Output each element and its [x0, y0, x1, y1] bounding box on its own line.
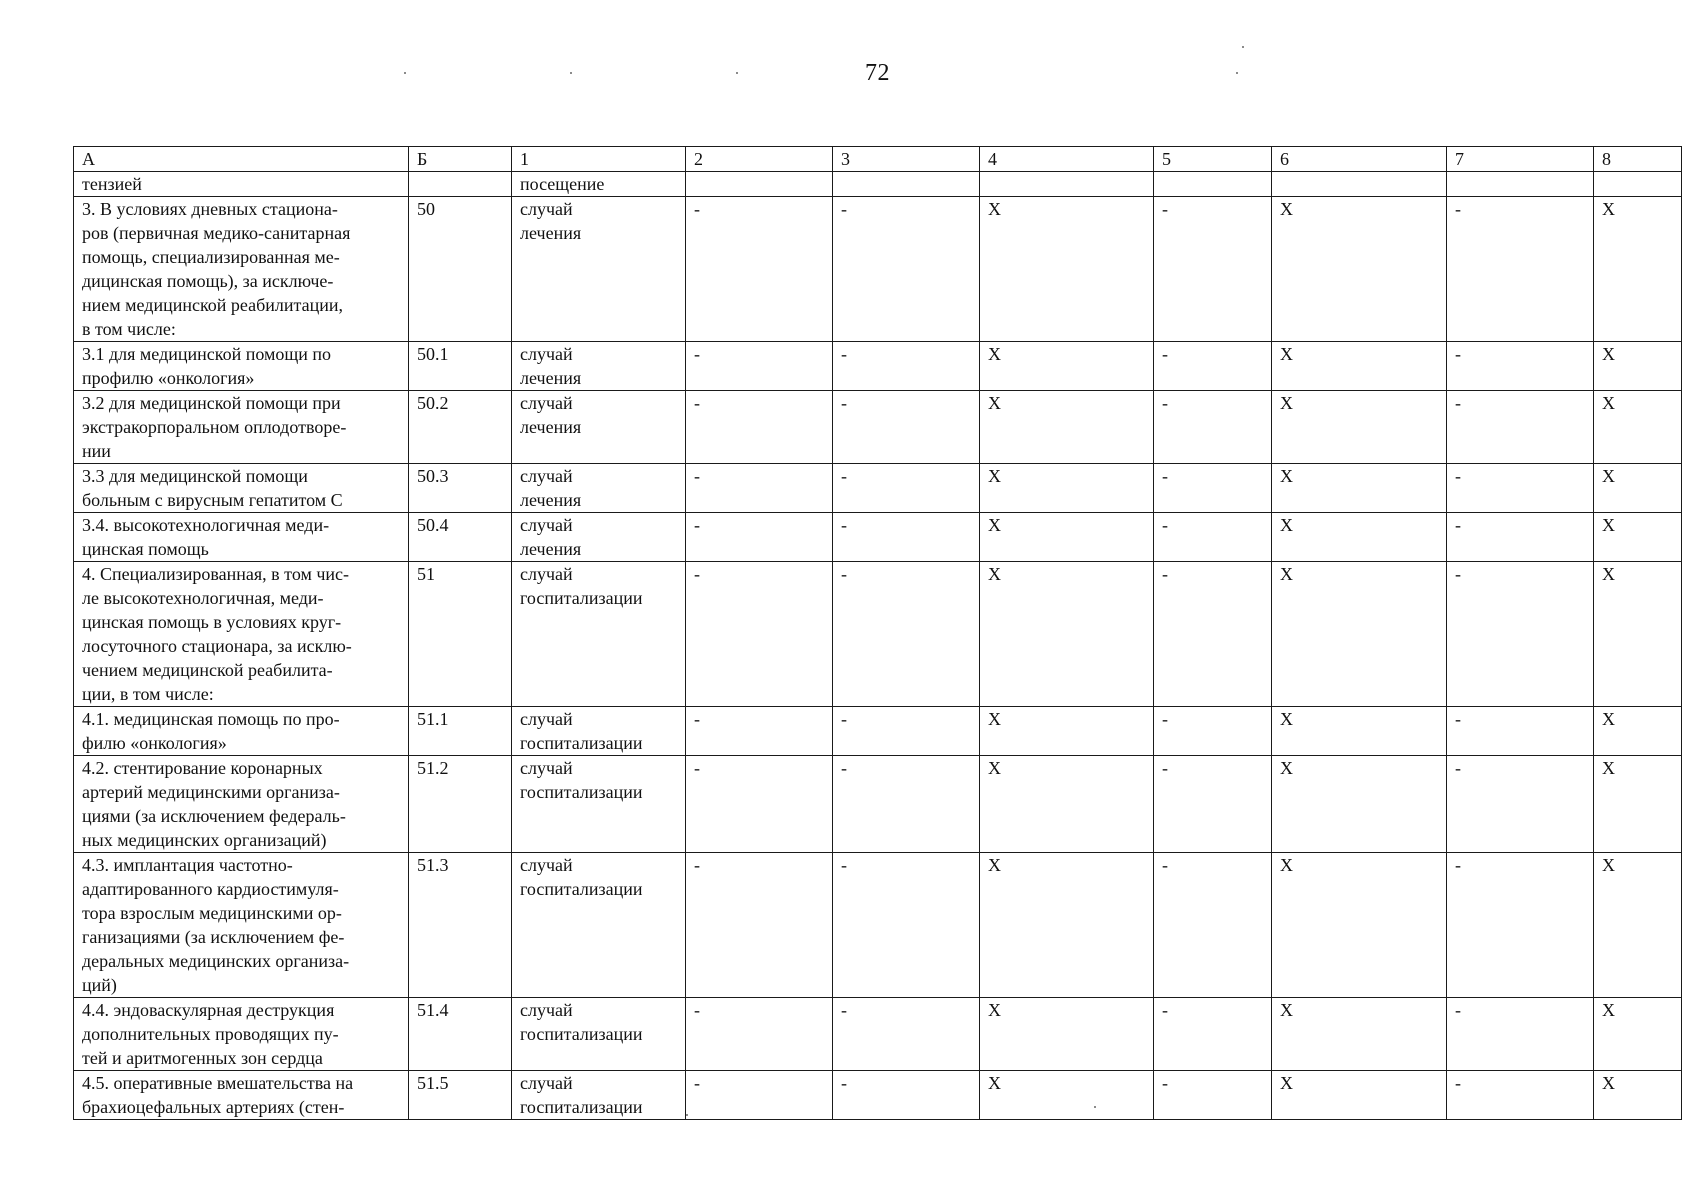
- value-cell: -: [1154, 562, 1272, 707]
- value-cell: X: [1272, 998, 1447, 1071]
- scan-artifact: [404, 72, 406, 74]
- value-cell: -: [833, 1071, 980, 1120]
- value-cell: -: [686, 342, 833, 391]
- row-code-cell: 51.1: [409, 707, 512, 756]
- row-code-cell: [409, 172, 512, 197]
- value-cell: -: [1154, 391, 1272, 464]
- value-cell: [1594, 172, 1682, 197]
- value-cell: -: [686, 998, 833, 1071]
- row-name-cell: 3.2 для медицинской помощи при экстракорпоральном оплодотворе- нии: [74, 391, 409, 464]
- unit-cell: случай госпитализации: [512, 756, 686, 853]
- row-code-cell: 51: [409, 562, 512, 707]
- unit-cell: случай лечения: [512, 513, 686, 562]
- value-cell: -: [1447, 707, 1594, 756]
- unit-cell: случай госпитализации: [512, 998, 686, 1071]
- value-cell: [1447, 172, 1594, 197]
- scan-artifact: [1236, 72, 1238, 74]
- table-row: [74, 1071, 1682, 1120]
- unit-cell: случай госпитализации: [512, 707, 686, 756]
- value-cell: -: [833, 853, 980, 998]
- unit-cell: случай лечения: [512, 391, 686, 464]
- value-cell: X: [1594, 998, 1682, 1071]
- value-cell: -: [1154, 998, 1272, 1071]
- scan-artifact: [570, 72, 572, 74]
- value-cell: X: [980, 1071, 1154, 1120]
- row-name-cell: 3. В условиях дневных стациона- ров (первичная медико-санитарная помощь, специализированная ме- дицинская помощь), за исключе- нием медицинской реабилитации, в том числе:: [74, 197, 409, 342]
- value-cell: X: [1272, 391, 1447, 464]
- value-cell: X: [1272, 342, 1447, 391]
- value-cell: X: [1272, 1071, 1447, 1120]
- value-cell: -: [1447, 464, 1594, 513]
- row-code-cell: 51.2: [409, 756, 512, 853]
- row-code-cell: 51.5: [409, 1071, 512, 1120]
- value-cell: -: [1447, 1071, 1594, 1120]
- value-cell: -: [686, 464, 833, 513]
- value-cell: -: [833, 513, 980, 562]
- table-row: [74, 342, 1682, 391]
- value-cell: X: [980, 342, 1154, 391]
- value-cell: [1154, 172, 1272, 197]
- row-code-cell: 51.4: [409, 998, 512, 1071]
- table-row: [74, 172, 1682, 197]
- value-cell: -: [833, 391, 980, 464]
- value-cell: X: [1272, 562, 1447, 707]
- value-cell: X: [980, 464, 1154, 513]
- row-name-cell: тензией: [74, 172, 409, 197]
- row-name-cell: 4.3. имплантация частотно- адаптированного кардиостимуля- тора взрослым медицинскими ор- ганизациями (за исключением фе- деральных медицинских организа- ций): [74, 853, 409, 998]
- value-cell: -: [1154, 756, 1272, 853]
- value-cell: [980, 172, 1154, 197]
- table-row: [74, 391, 1682, 464]
- value-cell: X: [1594, 464, 1682, 513]
- row-name-cell: 3.1 для медицинской помощи по профилю «онкология»: [74, 342, 409, 391]
- column-header: 3: [833, 147, 980, 172]
- unit-cell: случай госпитализации: [512, 562, 686, 707]
- value-cell: X: [1594, 562, 1682, 707]
- value-cell: -: [686, 707, 833, 756]
- value-cell: -: [1154, 1071, 1272, 1120]
- row-name-cell: 4. Специализированная, в том чис- ле высокотехнологичная, меди- цинская помощь в условиях круг- лосуточного стационара, за исклю- чением медицинской реабилита- ции, в том числе:: [74, 562, 409, 707]
- column-header: 2: [686, 147, 833, 172]
- value-cell: X: [1272, 513, 1447, 562]
- value-cell: -: [1447, 197, 1594, 342]
- value-cell: X: [1594, 513, 1682, 562]
- row-code-cell: 51.3: [409, 853, 512, 998]
- value-cell: X: [1594, 707, 1682, 756]
- column-header: 5: [1154, 147, 1272, 172]
- row-name-cell: 4.1. медицинская помощь по про- филю «онкология»: [74, 707, 409, 756]
- value-cell: X: [1272, 707, 1447, 756]
- row-code-cell: 50.2: [409, 391, 512, 464]
- value-cell: -: [1447, 998, 1594, 1071]
- value-cell: -: [686, 1071, 833, 1120]
- value-cell: X: [980, 853, 1154, 998]
- value-cell: -: [833, 464, 980, 513]
- value-cell: X: [980, 998, 1154, 1071]
- unit-cell: случай лечения: [512, 464, 686, 513]
- unit-cell: случай госпитализации: [512, 853, 686, 998]
- row-name-cell: 4.2. стентирование коронарных артерий медицинскими организа- циями (за исключением федераль- ных медицинских организаций): [74, 756, 409, 853]
- value-cell: -: [833, 707, 980, 756]
- value-cell: X: [1272, 464, 1447, 513]
- value-cell: X: [980, 707, 1154, 756]
- value-cell: X: [1594, 756, 1682, 853]
- value-cell: -: [686, 562, 833, 707]
- table-row: [74, 197, 1682, 342]
- table-row: [74, 998, 1682, 1071]
- value-cell: -: [1447, 853, 1594, 998]
- value-cell: -: [833, 197, 980, 342]
- column-header: А: [74, 147, 409, 172]
- value-cell: [686, 172, 833, 197]
- table-row: [74, 756, 1682, 853]
- scan-artifact: [1242, 46, 1244, 48]
- value-cell: -: [686, 391, 833, 464]
- value-cell: X: [980, 756, 1154, 853]
- value-cell: -: [833, 562, 980, 707]
- value-cell: -: [1154, 513, 1272, 562]
- value-cell: X: [1594, 1071, 1682, 1120]
- table-row: [74, 513, 1682, 562]
- value-cell: -: [686, 853, 833, 998]
- value-cell: -: [1154, 342, 1272, 391]
- value-cell: X: [980, 513, 1154, 562]
- column-header: 7: [1447, 147, 1594, 172]
- data-table: [73, 146, 1682, 1120]
- value-cell: -: [686, 197, 833, 342]
- table-row: [74, 853, 1682, 998]
- value-cell: -: [1154, 464, 1272, 513]
- unit-cell: случай лечения: [512, 342, 686, 391]
- value-cell: -: [1447, 513, 1594, 562]
- value-cell: -: [686, 513, 833, 562]
- value-cell: X: [980, 391, 1154, 464]
- value-cell: X: [1594, 853, 1682, 998]
- value-cell: X: [1594, 197, 1682, 342]
- row-code-cell: 50.1: [409, 342, 512, 391]
- column-number-row: [74, 147, 1682, 172]
- row-name-cell: 3.4. высокотехнологичная меди- цинская помощь: [74, 513, 409, 562]
- value-cell: -: [686, 756, 833, 853]
- scan-artifact: [736, 72, 738, 74]
- value-cell: -: [1447, 562, 1594, 707]
- value-cell: -: [1154, 853, 1272, 998]
- row-code-cell: 50.4: [409, 513, 512, 562]
- value-cell: -: [1447, 756, 1594, 853]
- row-code-cell: 50.3: [409, 464, 512, 513]
- value-cell: [1272, 172, 1447, 197]
- row-name-cell: 4.5. оперативные вмешательства на брахиоцефальных артериях (стен-: [74, 1071, 409, 1120]
- table-row: [74, 562, 1682, 707]
- value-cell: X: [1272, 853, 1447, 998]
- value-cell: -: [833, 342, 980, 391]
- value-cell: -: [1154, 197, 1272, 342]
- value-cell: -: [1154, 707, 1272, 756]
- value-cell: -: [833, 756, 980, 853]
- table-row: [74, 707, 1682, 756]
- value-cell: X: [980, 197, 1154, 342]
- value-cell: X: [980, 562, 1154, 707]
- unit-cell: посещение: [512, 172, 686, 197]
- column-header: 4: [980, 147, 1154, 172]
- value-cell: X: [1594, 391, 1682, 464]
- column-header: 1: [512, 147, 686, 172]
- row-name-cell: 4.4. эндоваскулярная деструкция дополнительных проводящих пу- тей и аритмогенных зон сердца: [74, 998, 409, 1071]
- value-cell: X: [1594, 342, 1682, 391]
- column-header: 8: [1594, 147, 1682, 172]
- page-number: 72: [865, 60, 890, 86]
- column-header: Б: [409, 147, 512, 172]
- row-code-cell: 50: [409, 197, 512, 342]
- value-cell: [833, 172, 980, 197]
- row-name-cell: 3.3 для медицинской помощи больным с вирусным гепатитом С: [74, 464, 409, 513]
- column-header: 6: [1272, 147, 1447, 172]
- table-row: [74, 464, 1682, 513]
- value-cell: -: [1447, 342, 1594, 391]
- unit-cell: случай госпитализации: [512, 1071, 686, 1120]
- value-cell: -: [833, 998, 980, 1071]
- unit-cell: случай лечения: [512, 197, 686, 342]
- value-cell: X: [1272, 197, 1447, 342]
- value-cell: X: [1272, 756, 1447, 853]
- value-cell: -: [1447, 391, 1594, 464]
